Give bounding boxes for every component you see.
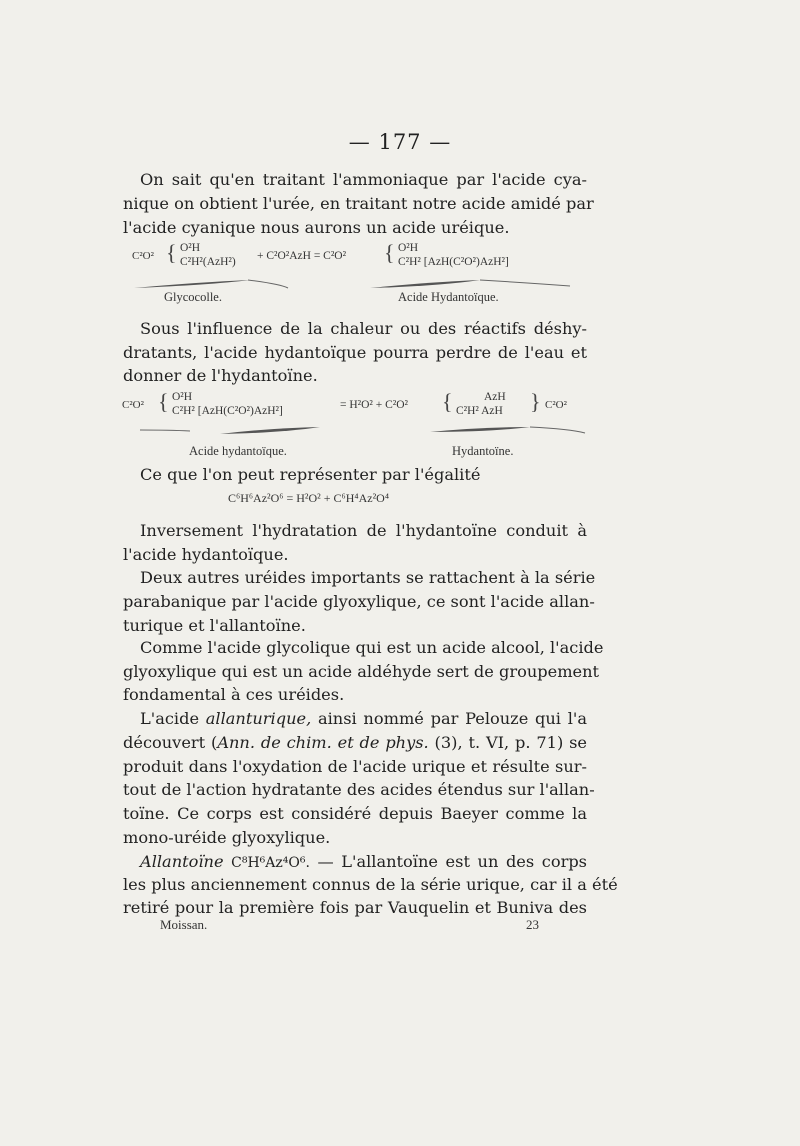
formula-suffix: C²O² — [545, 399, 567, 411]
text-line: Ce que l'on peut représenter par l'égalité — [140, 465, 481, 484]
text-line: tout de l'action hydratante des acides étendus sur l'allan- — [123, 780, 595, 799]
formula-bottom: C²H²(AzH²) — [180, 256, 236, 268]
text-line: Comme l'acide glycolique qui est un acide alcool, l'acide — [140, 638, 604, 657]
formula-middle: + C²O²AzH = C²O² — [257, 250, 347, 262]
footer-signature: 23 — [526, 917, 539, 932]
formula-bottom: C²H² AzH — [456, 405, 503, 417]
caption-glycocolle: Glycocolle. — [164, 290, 222, 304]
formula-brace: { — [158, 389, 169, 414]
formula-brace: } — [530, 389, 541, 414]
text-line: On sait qu'en traitant l'ammoniaque par l'acide cya- — [140, 170, 587, 189]
equation: C⁶H⁶Az²O⁶ = H²O² + C⁶H⁴Az²O⁴ — [228, 491, 390, 505]
text-line: les plus anciennement connus de la série urique, car il a été — [123, 875, 618, 894]
text-line: Deux autres uréides importants se rattachent à la série — [140, 568, 596, 587]
formula-brace: { — [384, 240, 395, 265]
formula-top: O²H — [398, 242, 419, 254]
italic-citation: Ann. de chim. et de phys. — [217, 733, 429, 752]
caption-hydantoine: Hydantoïne. — [452, 444, 514, 458]
text-line: produit dans l'oxydation de l'acide urique et résulte sur- — [123, 757, 587, 776]
italic-term: Allantoïne — [140, 852, 224, 871]
italic-term: allanturique, — [205, 709, 312, 728]
text-line: dratants, l'acide hydantoïque pourra perdre de l'eau et — [123, 343, 587, 362]
text-line: glyoxylique qui est un acide aldéhyde sert de groupement — [123, 662, 600, 681]
text-line: retiré pour la première fois par Vauquelin et Buniva des — [123, 898, 587, 917]
formula-middle: = H²O² + C²O² — [340, 399, 408, 411]
formula-top: O²H — [180, 242, 201, 254]
text-line: Sous l'influence de la chaleur ou des réactifs déshy- — [140, 319, 587, 338]
text-line: parabanique par l'acide glyoxylique, ce sont l'acide allan- — [123, 592, 595, 611]
text-line: l'acide cyanique nous aurons un acide uréique. — [123, 218, 510, 237]
formula-prefix: C²O² — [132, 250, 154, 262]
text-line: fondamental à ces uréides. — [123, 685, 345, 704]
footer-author: Moissan. — [160, 917, 208, 932]
underbrace-swash — [130, 424, 590, 440]
page-number: — 177 — — [348, 130, 452, 154]
text-line: mono-uréide glyoxylique. — [123, 828, 331, 847]
text-line: turique et l'allantoïne. — [123, 616, 306, 635]
caption-hydantoic-acid: Acide hydantoïque. — [189, 444, 287, 458]
formula-brace: { — [442, 389, 453, 414]
formula-brace: { — [166, 240, 177, 265]
formula-prefix: C²O² — [122, 399, 144, 411]
inline-formula: C⁸H⁶Az⁴O⁶. — [231, 855, 310, 871]
formula-bottom: C²H² [AzH(C²O²)AzH²] — [398, 256, 509, 268]
text-line: l'acide hydantoïque. — [123, 545, 289, 564]
caption-hydantoic-acid: Acide Hydantoïque. — [398, 290, 499, 304]
text-line: découvert (Ann. de chim. et de phys. (3), t. VI, p. 71) se — [123, 733, 587, 752]
formula-bottom: C²H² [AzH(C²O²)AzH²] — [172, 405, 283, 417]
text-line: Inversement l'hydratation de l'hydantoïne conduit à — [140, 521, 587, 540]
text-line: L'acide allanturique, ainsi nommé par Pelouze qui l'a — [140, 709, 587, 728]
text-line: toïne. Ce corps est considéré depuis Baeyer comme la — [123, 804, 587, 823]
text-line: donner de l'hydantoïne. — [123, 366, 318, 385]
formula-top: O²H — [172, 391, 193, 403]
text-line: nique on obtient l'urée, en traitant notre acide amidé par — [123, 194, 594, 213]
formula-top: AzH — [484, 391, 506, 403]
text-line: Allantoïne C⁸H⁶Az⁴O⁶. — L'allantoïne est un des corps — [140, 852, 587, 871]
